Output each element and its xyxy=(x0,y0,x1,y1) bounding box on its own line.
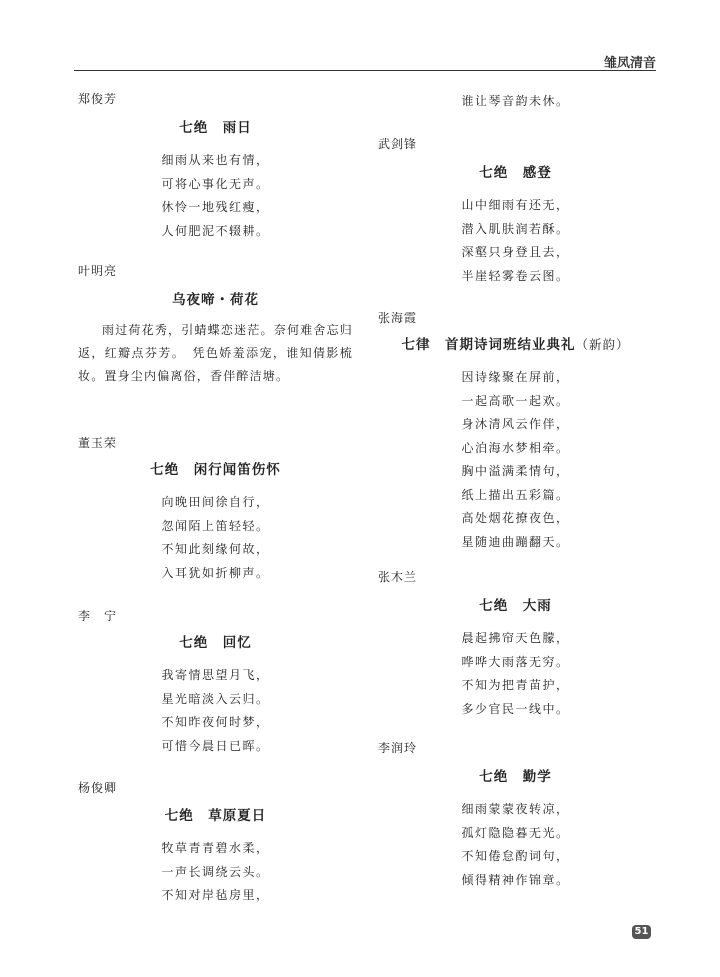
poem-line: 细雨蒙蒙夜转凉， xyxy=(461,802,570,816)
poem-line: 潜入肌肤润若酥。 xyxy=(461,221,570,236)
poem-line: 孤灯隐隐暮无光。 xyxy=(461,825,570,840)
poem-author: 李润玲 xyxy=(378,741,418,755)
poem-author: 武剑锋 xyxy=(378,137,418,151)
poem-line: 人何肥泥不辍耕。 xyxy=(161,223,270,238)
poem-title-text: 七律 首期诗词班结业典礼 xyxy=(401,337,576,353)
poem-lines xyxy=(378,627,653,721)
poem-author: 董玉荣 xyxy=(78,436,118,450)
poem-lines xyxy=(378,194,653,288)
poem-line: 纸上描出五彩篇。 xyxy=(461,487,570,502)
poem-author: 张海霞 xyxy=(378,311,418,325)
poem-line: 可惜今晨日已晖。 xyxy=(161,738,270,753)
poem xyxy=(78,435,353,585)
poem-line: 哗哗大雨落无穷。 xyxy=(461,654,570,669)
poem xyxy=(378,569,653,721)
poem-line: 不知为把青苗护， xyxy=(461,678,570,692)
poem xyxy=(378,310,653,554)
poem-line: 不知倦怠酌词句， xyxy=(461,849,570,863)
poem-line: 不知此刻缘何故， xyxy=(161,542,270,556)
poem-line: 向晚田间徐自行， xyxy=(161,495,270,509)
poem-title: 七绝 雨日 xyxy=(179,120,252,136)
poem-title xyxy=(378,336,653,354)
poem-title: 七绝 勤学 xyxy=(479,769,552,785)
poem-lines xyxy=(378,366,653,554)
header-rule xyxy=(74,70,656,71)
poem-lines xyxy=(78,664,353,758)
poem-line: 多少官民一线中。 xyxy=(461,701,570,716)
poem-author: 杨俊卿 xyxy=(78,781,118,795)
poem-lines xyxy=(78,149,353,243)
poem xyxy=(78,263,353,388)
poem-line: 心泊海水梦相牵。 xyxy=(461,440,570,455)
poem-line: 入耳犹如折柳声。 xyxy=(161,565,270,580)
poem-line: 高处烟花撩夜色， xyxy=(461,511,570,525)
poem-author: 叶明亮 xyxy=(78,264,118,278)
poem-author: 张木兰 xyxy=(378,570,418,584)
poem-line: 不知对岸毡房里， xyxy=(161,888,270,902)
poem-line: 一起高歌一起欢。 xyxy=(461,393,570,408)
poem-author: 郑俊芳 xyxy=(78,92,118,106)
poem-title: 七绝 感登 xyxy=(479,165,552,181)
poem-line: 胸中溢满柔情句， xyxy=(461,464,570,478)
poem xyxy=(78,608,353,758)
section-title: 雏凤清音 xyxy=(603,56,656,71)
poem-line: 一声长调绕云头。 xyxy=(161,864,270,879)
poem-lines xyxy=(378,90,653,114)
poem-line: 星随迪曲蹦翻天。 xyxy=(461,534,570,549)
poem-line: 山中细雨有还无， xyxy=(461,198,570,212)
poem-line: 忽闻陌上笛轻轻。 xyxy=(161,518,270,533)
poem-lines xyxy=(78,491,353,585)
poem-line: 休怜一地残红瘦， xyxy=(161,200,270,214)
poem-line: 牧草青青碧水柔， xyxy=(161,841,270,855)
poem-title: 七绝 回忆 xyxy=(179,635,252,651)
poem-line: 细雨从来也有情， xyxy=(161,153,270,167)
poem-line: 不知昨夜何时梦， xyxy=(161,715,270,729)
poem xyxy=(378,740,653,892)
poem-line: 晨起拂帘天色朦， xyxy=(461,631,570,645)
poem-line: 我寄情思望月飞， xyxy=(161,668,270,682)
poem-author: 李 宁 xyxy=(78,609,118,623)
poem-title: 七绝 大雨 xyxy=(479,598,552,614)
poem-line: 倾得精神作锦章。 xyxy=(461,872,570,887)
poem-line: 可将心事化无声。 xyxy=(161,176,270,191)
poem-line: 因诗缘聚在屏前， xyxy=(461,370,570,384)
poem-line: 谁让琴音韵未休。 xyxy=(461,94,570,108)
page-number: 51 xyxy=(632,925,651,939)
poem-title: 七绝 闲行闻笛伤怀 xyxy=(150,462,281,478)
poem xyxy=(378,136,653,288)
poem-line: 半崖轻雾卷云图。 xyxy=(461,268,570,283)
poem-lines xyxy=(78,837,353,908)
poem-title: 乌夜啼・荷花 xyxy=(172,292,259,308)
poem-line: 星光暗淡入云归。 xyxy=(161,691,270,706)
poem xyxy=(78,780,353,908)
poem-continuation xyxy=(378,90,653,114)
poem-line: 身沐清风云作伴， xyxy=(461,417,570,431)
poem-title-note: （新韵） xyxy=(575,337,630,352)
poem xyxy=(78,91,353,243)
poem-title: 七绝 草原夏日 xyxy=(164,808,267,824)
poem-lines xyxy=(378,798,653,892)
poem-line: 深壑只身登且去， xyxy=(461,245,570,259)
poem-prose: 雨过荷花秀，引蜻蝶恋迷茫。奈何难舍忘归返，红瓣点芬芳。 凭色娇羞添宠，谁知倩影梳妆。置身尘内偏离俗，香伴醉洁塘。 xyxy=(78,323,353,383)
